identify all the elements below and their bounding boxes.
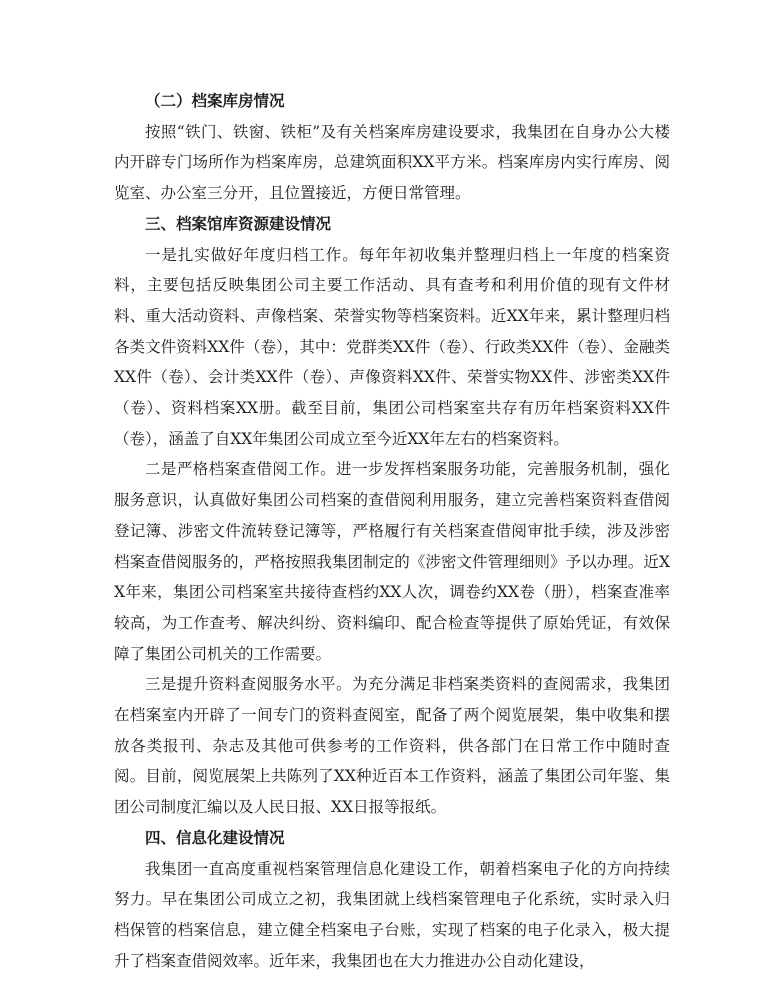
document-page: [114, 86, 670, 976]
paragraph-annual-filing: 一是扎实做好年度归档工作。每年年初收集并整理归档上一年度的档案资料，主要包括反映集团公司主要工作活动、具有查考和利用价值的现有文件材料、重大活动资料、声像档案、荣誉实物等档案资料。近XX年来，累计整理归档各类文件资料XX件（卷），其中：党群类XX件（卷）、行政类XX件（卷）、金融类XX件（卷）、会计类XX件（卷）、声像资料XX件、荣誉实物XX件、涉密类XX件（卷）、资料档案XX册。截至目前，集团公司档案室共存有历年档案资料XX件（卷），涵盖了自XX年集团公司成立至今近XX年左右的档案资料。: [114, 245, 670, 448]
section-heading-informatization: 四、信息化建设情况: [145, 827, 285, 847]
section-heading-archive-storage: （二）档案库房情况: [145, 91, 285, 110]
paragraph-borrowing-service: 二是严格档案查借阅工作。进一步发挥档案服务功能，完善服务机制，强化服务意识，认真做好集团公司档案的查借阅利用服务，建立完善档案资料查借阅登记簿、涉密文件流转登记簿等，严格履行有关档案查借阅审批手续，涉及涉密档案查借阅服务的，严格按照我集团制定的《涉密文件管理细则》予以办理。近XX年来，集团公司档案室共接待查档约XX人次，调卷约XX卷（册），档案查准率较高，为工作查考、解决纠纷、资料编印、配合检查等提供了原始凭证，有效保障了集团公司机关的工作需要。: [114, 460, 670, 663]
section-heading-resource-building: 三、档案馆库资源建设情况: [145, 213, 332, 233]
paragraph-informatization: 我集团一直高度重视档案管理信息化建设工作，朝着档案电子化的方向持续努力。早在集团公司成立之初，我集团就上线档案管理电子化系统，实时录入归档保管的档案信息，建立健全档案电子台账，实现了档案的电子化录入，极大提升了档案查借阅效率。近年来，我集团也在大力推进办公自动化建设，: [114, 859, 670, 970]
paragraph-archive-storage: 按照“铁门、铁窗、铁柜”及有关档案库房建设要求，我集团在自身办公大楼内开辟专门场所作为档案库房，总建筑面积XX平方米。档案库房内实行库房、阅览室、办公室三分开，且位置接近，方便日常管理。: [114, 122, 670, 203]
paragraph-reading-service: 三是提升资料查阅服务水平。为充分满足非档案类资料的查阅需求，我集团在档案室内开辟了一间专门的资料查阅室，配备了两个阅览展架，集中收集和摆放各类报刊、杂志及其他可供参考的工作资料，供各部门在日常工作中随时查阅。目前，阅览展架上共陈列了XX种近百本工作资料，涵盖了集团公司年鉴、集团公司制度汇编以及人民日报、XX日报等报纸。: [114, 675, 670, 817]
